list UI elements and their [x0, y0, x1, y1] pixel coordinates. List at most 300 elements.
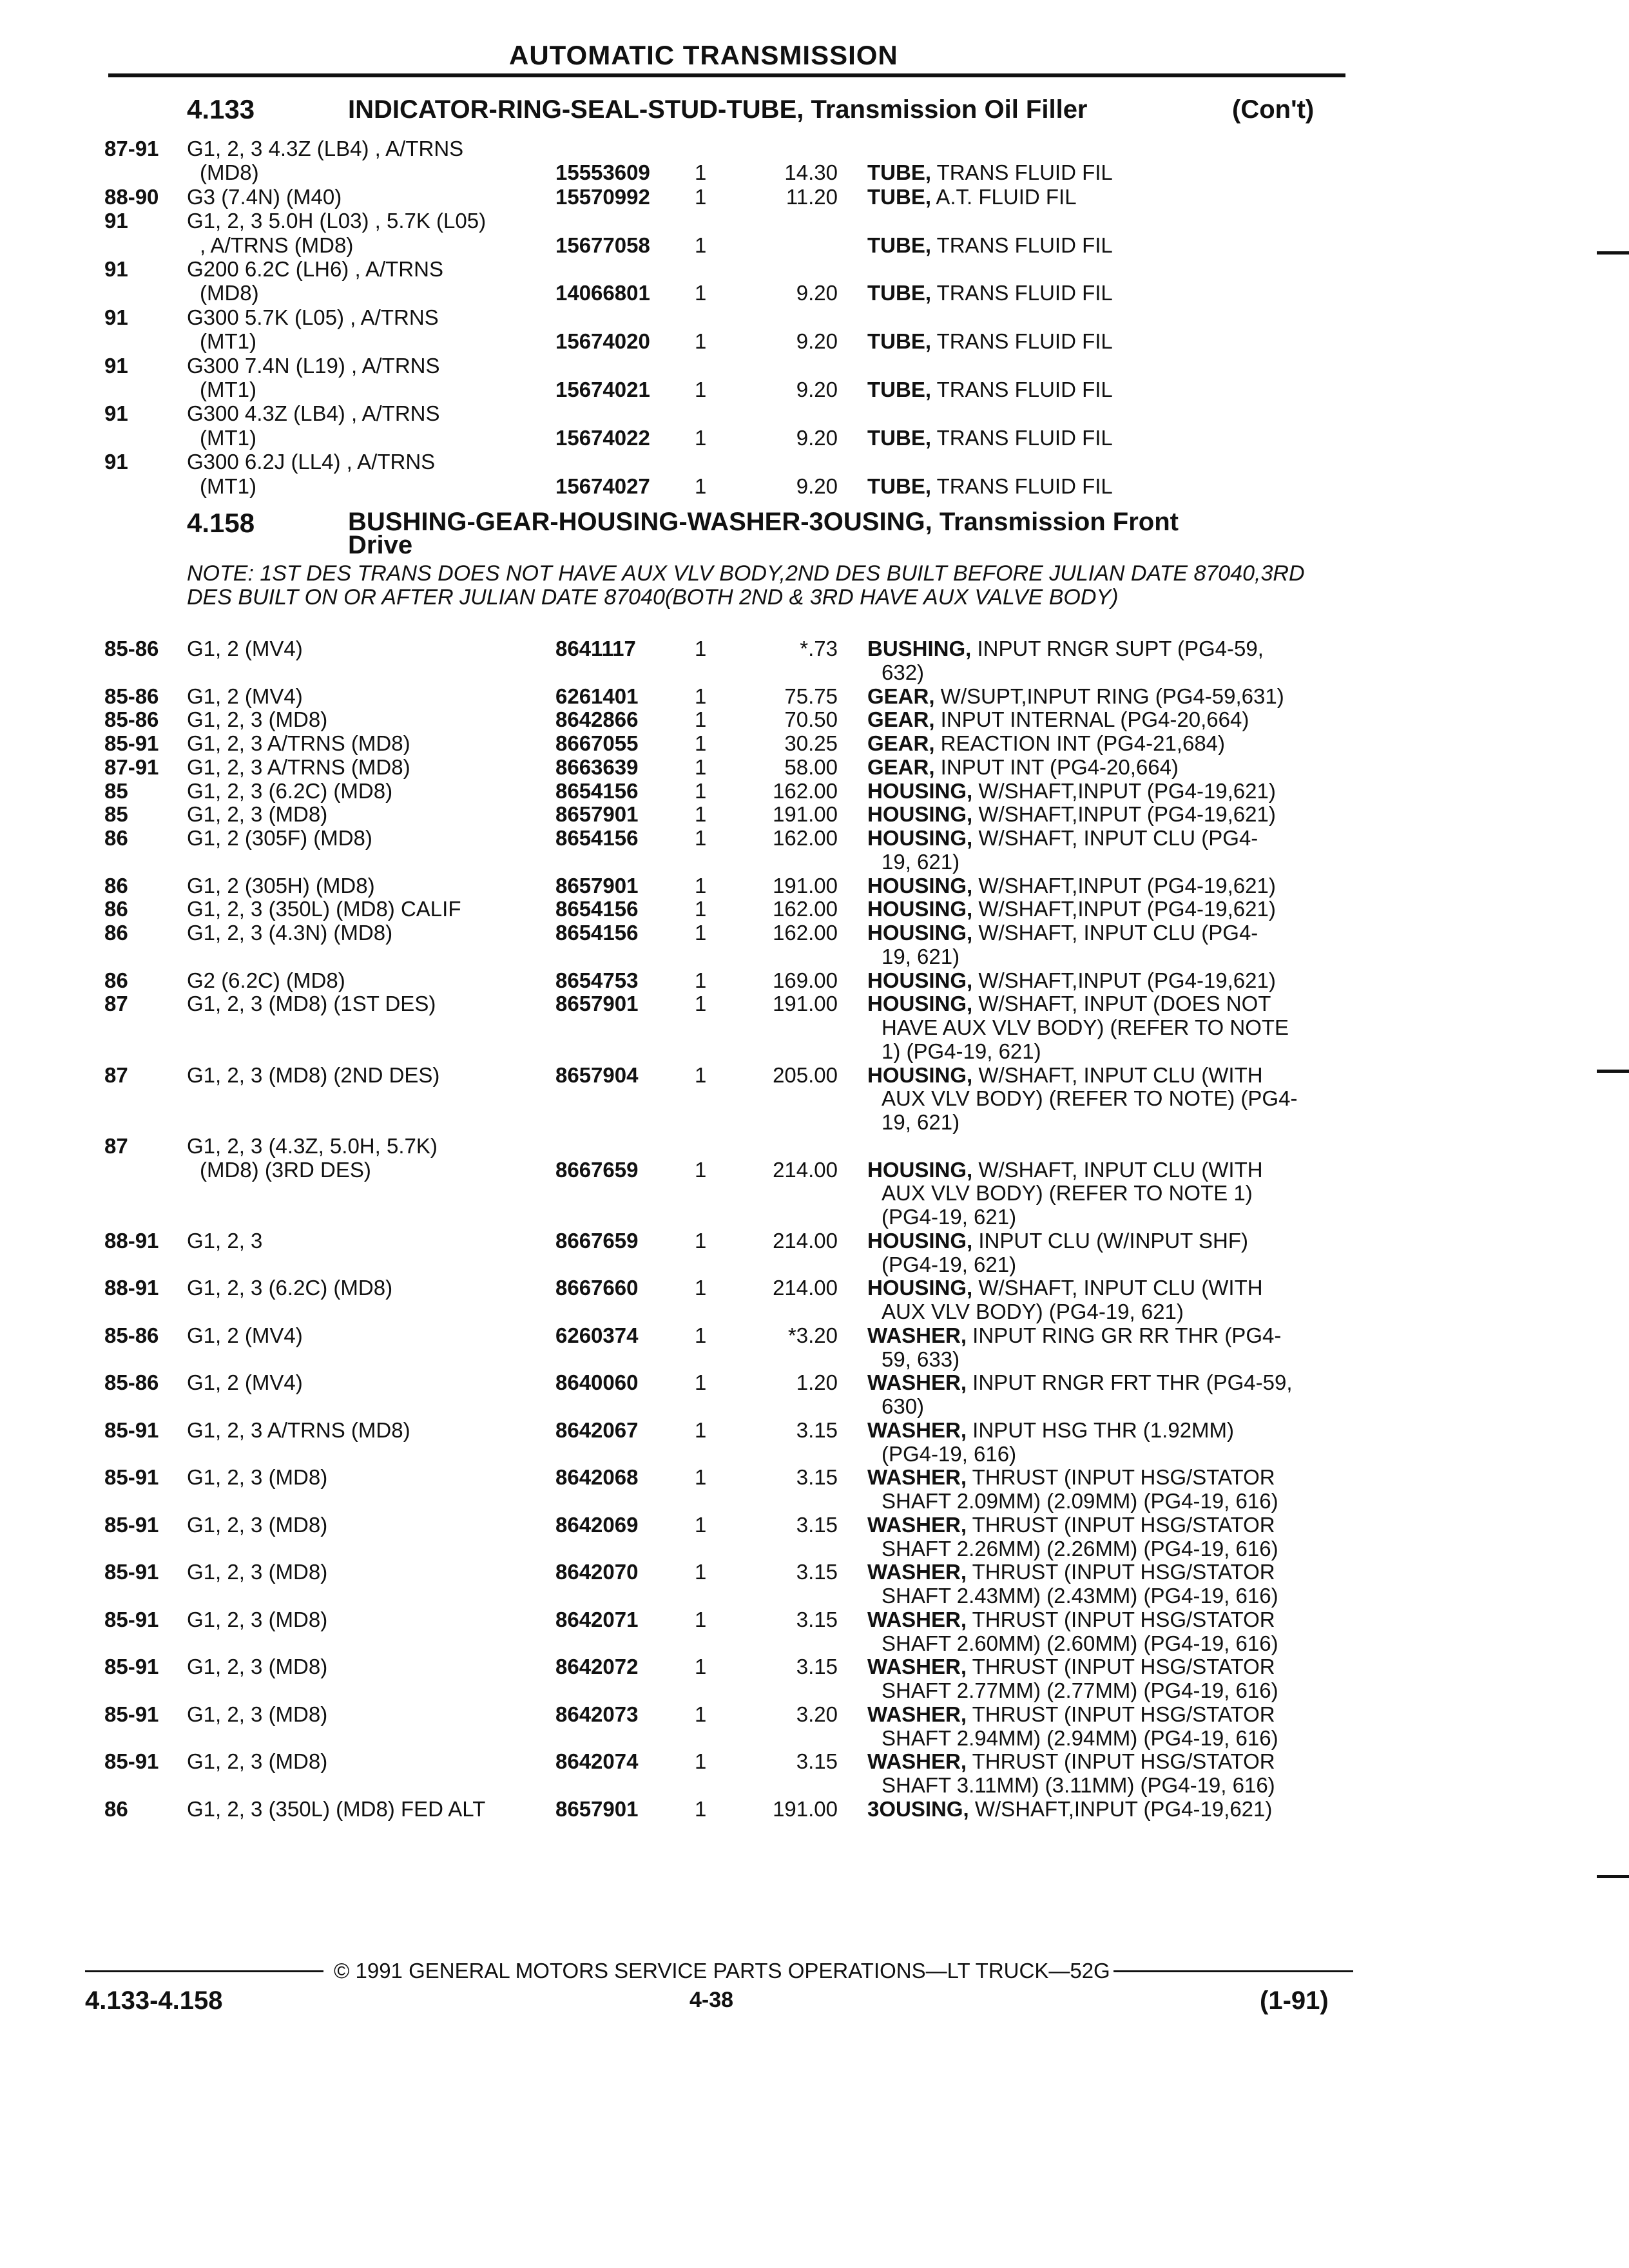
year-cell: 85 [104, 778, 128, 803]
part-number-cell: 8667659 [555, 1228, 639, 1253]
part-number-cell: 15674020 [555, 329, 650, 354]
description-cell [867, 921, 1258, 945]
qty-cell: 1 [695, 1607, 707, 1631]
description-cell [867, 874, 1276, 898]
year-cell: 85-91 [104, 1749, 159, 1774]
price-cell: 1.20 [796, 1370, 838, 1395]
table-row [0, 660, 1629, 686]
qty-cell: 1 [695, 897, 707, 921]
year-cell: 91 [104, 257, 128, 281]
description-cell: (PG4-19, 616) [882, 1441, 1017, 1466]
table-row [0, 731, 1629, 757]
table-row [0, 1749, 1629, 1775]
description-keyword: WASHER, [867, 1702, 967, 1726]
table-row [0, 1394, 1629, 1420]
description-text: W/SHAFT, INPUT (DOES NOT [972, 992, 1271, 1016]
table-row [0, 1465, 1629, 1491]
table-row [0, 802, 1629, 828]
description-text: TRANS FLUID FIL [931, 160, 1113, 185]
qty-cell: 1 [695, 873, 707, 898]
part-number-cell: 6260374 [555, 1323, 639, 1347]
table-row [0, 1086, 1629, 1112]
part-number-cell: 15674021 [555, 378, 650, 401]
description-keyword: TUBE, [867, 160, 931, 185]
description-text: INPUT HSG THR (1.92MM) [967, 1418, 1235, 1442]
price-cell: *3.20 [787, 1323, 838, 1347]
year-cell: 87-91 [104, 754, 159, 779]
table-row [0, 637, 1629, 662]
application-cell: G2 (6.2C) (MD8) [187, 968, 345, 992]
price-cell: 214.00 [773, 1276, 838, 1300]
table-row [0, 826, 1629, 852]
qty-cell: 1 [695, 1465, 707, 1490]
page-number: 4-38 [689, 1988, 734, 2012]
description-text: A.T. FLUID FIL [931, 184, 1077, 209]
price-cell: 169.00 [773, 968, 838, 992]
price-cell: 205.00 [773, 1062, 838, 1087]
description-cell [867, 731, 1225, 756]
qty-cell: 1 [695, 731, 707, 755]
part-number-cell: 8642069 [555, 1512, 639, 1537]
description-cell [867, 684, 1284, 709]
application-cell: (MD8) (3RD DES) [200, 1157, 371, 1182]
part-number-cell: 8657901 [555, 1796, 639, 1821]
price-cell: 9.20 [796, 474, 838, 498]
description-text: W/SUPT,INPUT RING (PG4-59,631) [934, 684, 1284, 708]
price-cell: 162.00 [773, 826, 838, 850]
description-text: TRANS FLUID FIL [931, 281, 1113, 305]
description-cell [867, 707, 1249, 732]
page-title: AUTOMATIC TRANSMISSION [509, 40, 898, 70]
application-cell: G1, 2, 3 5.0H (L03) , 5.7K (L05) [187, 209, 487, 233]
year-cell: 86 [104, 1796, 128, 1821]
application-cell: G1, 2, 3 (MD8) [187, 1512, 328, 1537]
application-cell: G1, 2, 3 (MD8) [187, 1607, 328, 1631]
price-cell: 3.20 [796, 1702, 838, 1726]
price-cell: 9.20 [796, 378, 838, 401]
price-cell: 162.00 [773, 897, 838, 921]
table-row [0, 160, 1629, 186]
description-cell [867, 160, 1113, 185]
year-cell: 85-86 [104, 684, 159, 708]
application-cell: G1, 2, 3 (MD8) (2ND DES) [187, 1062, 440, 1087]
description-keyword: TUBE, [867, 281, 931, 305]
table-row [0, 1181, 1629, 1207]
description-cell [867, 897, 1276, 921]
description-keyword: WASHER, [867, 1370, 967, 1395]
description-cell [867, 992, 1271, 1016]
description-text: W/SHAFT,INPUT (PG4-19,621) [972, 873, 1276, 898]
qty-cell: 1 [695, 802, 707, 827]
year-cell: 91 [104, 209, 128, 233]
description-keyword: WASHER, [867, 1749, 967, 1774]
description-cell [867, 1370, 1293, 1395]
table-row [0, 1276, 1629, 1302]
year-cell: 91 [104, 305, 128, 329]
year-cell: 85-91 [104, 1655, 159, 1679]
part-number-cell: 15570992 [555, 184, 650, 209]
part-number-cell: 8640060 [555, 1370, 639, 1395]
table-row [0, 1655, 1629, 1680]
description-cell [867, 329, 1113, 354]
price-cell: 3.15 [796, 1512, 838, 1537]
year-cell: 85-91 [104, 1702, 159, 1726]
application-cell: G1, 2 (MV4) [187, 1370, 303, 1395]
description-cell [867, 1465, 1275, 1490]
table-row [0, 1205, 1629, 1231]
qty-cell: 1 [695, 778, 707, 803]
table-row [0, 1584, 1629, 1610]
description-cell: SHAFT 3.11MM) (3.11MM) (PG4-19, 616) [882, 1773, 1275, 1797]
table-row [0, 137, 1629, 162]
table-row [0, 1560, 1629, 1586]
table-row [0, 474, 1629, 500]
section-note: NOTE: 1ST DES TRANS DOES NOT HAVE AUX VLV BODY,2ND DES BUILT BEFORE JULIAN DATE 87040,3RD DES BUILT ON OR AFTER JULIAN DATE 87040(BOTH 2ND & 3RD HAVE AUX VALVE BODY) [187, 561, 1305, 610]
description-text: THRUST (INPUT HSG/STATOR [967, 1607, 1275, 1631]
table-row [0, 1631, 1629, 1657]
section-title: INDICATOR-RING-SEAL-STUD-TUBE, Transmission Oil Filler [348, 95, 1088, 124]
part-number-cell: 15674022 [555, 425, 650, 450]
qty-cell: 1 [695, 425, 707, 450]
application-cell: G200 6.2C (LH6) , A/TRNS [187, 257, 443, 281]
application-cell: G1, 2, 3 (6.2C) (MD8) [187, 778, 393, 803]
qty-cell: 1 [695, 637, 707, 660]
part-number-cell: 8642074 [555, 1749, 639, 1774]
table-row [0, 354, 1629, 380]
part-number-cell: 8654156 [555, 897, 639, 921]
footer-rule-right [1113, 1970, 1353, 1972]
table-row [0, 281, 1629, 307]
description-cell [867, 826, 1258, 850]
description-cell [867, 185, 1077, 209]
description-text: W/SHAFT,INPUT (PG4-19,621) [972, 897, 1276, 921]
part-number-cell: 14066801 [555, 281, 650, 305]
price-cell: 3.15 [796, 1465, 838, 1490]
qty-cell: 1 [695, 1418, 707, 1442]
year-cell: 87 [104, 1133, 128, 1158]
application-cell: G1, 2, 3 (MD8) [187, 1560, 328, 1584]
qty-cell: 1 [695, 1062, 707, 1087]
section-continued: (Con't) [1232, 95, 1315, 124]
description-keyword: HOUSING, [867, 897, 973, 921]
table-row [0, 1442, 1629, 1468]
description-cell [867, 1276, 1263, 1300]
description-cell: AUX VLV BODY) (REFER TO NOTE 1) [882, 1181, 1253, 1206]
price-cell: 11.20 [786, 184, 838, 209]
year-cell: 86 [104, 873, 128, 898]
year-cell: 85-91 [104, 1512, 159, 1537]
description-text: W/SHAFT, INPUT CLU (PG4- [972, 826, 1258, 850]
year-cell: 85-91 [104, 1560, 159, 1584]
description-keyword: GEAR, [867, 684, 935, 708]
description-cell: 632) [882, 660, 925, 684]
year-cell: 91 [104, 450, 128, 474]
description-text: TRANS FLUID FIL [931, 474, 1113, 498]
section-range: 4.133-4.158 [85, 1986, 223, 2015]
application-cell: (MT1) [200, 329, 256, 354]
price-cell: 191.00 [773, 1796, 838, 1821]
description-text: THRUST (INPUT HSG/STATOR [967, 1560, 1275, 1584]
part-number-cell: 8657901 [555, 992, 639, 1016]
description-text: INPUT INTERNAL (PG4-20,664) [934, 707, 1249, 732]
table-row [0, 1678, 1629, 1704]
description-text: INPUT RING GR RR THR (PG4- [967, 1323, 1282, 1347]
price-cell: 70.50 [784, 707, 838, 732]
qty-cell: 1 [695, 1228, 707, 1253]
description-keyword: WASHER, [867, 1512, 967, 1537]
description-text: W/SHAFT, INPUT CLU (WITH [972, 1062, 1263, 1087]
application-cell: (MD8) [200, 281, 259, 305]
description-keyword: HOUSING, [867, 921, 973, 945]
description-cell [867, 1608, 1275, 1632]
description-keyword: GEAR, [867, 707, 935, 732]
description-cell: SHAFT 2.09MM) (2.09MM) (PG4-19, 616) [882, 1489, 1278, 1513]
table-row [0, 305, 1629, 331]
description-text: TRANS FLUID FIL [931, 329, 1113, 354]
section-number: 4.158 [187, 508, 255, 538]
table-row [0, 945, 1629, 970]
application-cell: G1, 2, 3 (MD8) [187, 1655, 328, 1679]
qty-cell: 1 [695, 233, 707, 257]
application-cell: G1, 2, 3 (MD8) [187, 1749, 328, 1774]
part-number-cell: 8642072 [555, 1655, 639, 1679]
price-cell: 14.30 [784, 160, 838, 185]
year-cell: 91 [104, 401, 128, 426]
description-cell: AUX VLV BODY) (PG4-19, 621) [882, 1300, 1184, 1323]
application-cell: G1, 2, 3 (6.2C) (MD8) [187, 1276, 393, 1300]
footer-rule-left [85, 1970, 323, 1972]
description-keyword: HOUSING, [867, 1228, 973, 1253]
description-keyword: HOUSING, [867, 968, 973, 992]
application-cell: G300 6.2J (LL4) , A/TRNS [187, 450, 436, 474]
description-keyword: TUBE, [867, 329, 931, 354]
part-number-cell: 8654156 [555, 778, 639, 803]
part-number-cell: 8663639 [555, 754, 639, 779]
table-row [0, 426, 1629, 452]
description-cell [867, 1513, 1275, 1537]
price-cell: 162.00 [773, 921, 838, 945]
application-cell: G3 (7.4N) (M40) [187, 184, 342, 209]
year-cell: 87-91 [104, 137, 159, 160]
description-cell [867, 1655, 1275, 1679]
application-cell: , A/TRNS (MD8) [200, 233, 354, 257]
price-cell: 191.00 [773, 802, 838, 827]
description-cell [867, 426, 1113, 450]
part-number-cell: 15677058 [555, 233, 650, 257]
application-cell: G1, 2, 3 A/TRNS (MD8) [187, 731, 410, 755]
application-cell: G1, 2, 3 (350L) (MD8) FED ALT [187, 1796, 486, 1821]
qty-cell: 1 [695, 1276, 707, 1300]
application-cell: G1, 2, 3 [187, 1228, 263, 1253]
qty-cell: 1 [695, 474, 707, 498]
description-cell: (PG4-19, 621) [882, 1205, 1017, 1229]
table-row [0, 1537, 1629, 1562]
table-row [0, 1158, 1629, 1184]
part-number-cell: 8642067 [555, 1418, 639, 1442]
year-cell: 85-91 [104, 1465, 159, 1490]
description-cell [867, 1229, 1248, 1253]
qty-cell: 1 [695, 754, 707, 779]
qty-cell: 1 [695, 1796, 707, 1821]
qty-cell: 1 [695, 160, 707, 185]
copyright-text: © 1991 GENERAL MOTORS SERVICE PARTS OPERATIONS—LT TRUCK—52G [334, 1959, 1110, 1983]
year-cell: 85-91 [104, 1607, 159, 1631]
table-row [0, 684, 1629, 710]
description-cell: SHAFT 2.60MM) (2.60MM) (PG4-19, 616) [882, 1631, 1278, 1655]
application-cell: G1, 2 (305F) (MD8) [187, 826, 372, 850]
description-cell [867, 779, 1276, 803]
qty-cell: 1 [695, 1702, 707, 1726]
description-keyword: HOUSING, [867, 802, 973, 827]
table-row [0, 329, 1629, 355]
description-keyword: WASHER, [867, 1323, 967, 1347]
application-cell: G1, 2, 3 A/TRNS (MD8) [187, 754, 410, 779]
part-number-cell: 8657901 [555, 802, 639, 827]
description-cell [867, 802, 1276, 827]
description-cell [867, 1797, 1272, 1821]
description-cell: SHAFT 2.77MM) (2.77MM) (PG4-19, 616) [882, 1678, 1278, 1702]
description-cell: 19, 621) [882, 1110, 960, 1134]
header-rule [108, 73, 1345, 77]
application-cell: G300 7.4N (L19) , A/TRNS [187, 353, 440, 378]
description-text: W/SHAFT, INPUT CLU (WITH [972, 1276, 1263, 1300]
qty-cell: 1 [695, 184, 707, 209]
description-keyword: HOUSING, [867, 778, 973, 803]
table-row [0, 1347, 1629, 1373]
price-cell: 9.20 [796, 329, 838, 354]
qty-cell: 1 [695, 921, 707, 945]
year-cell: 85-86 [104, 1370, 159, 1395]
table-row [0, 1015, 1629, 1041]
table-row [0, 921, 1629, 947]
table-row [0, 992, 1629, 1017]
description-cell [867, 1702, 1275, 1727]
revision-date: (1-91) [1260, 1986, 1329, 2015]
part-number-cell: 8642866 [555, 707, 639, 732]
description-text: INPUT RNGR FRT THR (PG4-59, [967, 1370, 1293, 1395]
description-cell [867, 1063, 1263, 1088]
table-row [0, 1489, 1629, 1515]
price-cell: 214.00 [773, 1157, 838, 1182]
price-cell: 3.15 [796, 1560, 838, 1584]
year-cell: 86 [104, 897, 128, 921]
application-cell: G300 4.3Z (LB4) , A/TRNS [187, 401, 440, 426]
description-cell: 19, 621) [882, 849, 960, 874]
table-row [0, 209, 1629, 235]
qty-cell: 1 [695, 1512, 707, 1537]
year-cell: 85-91 [104, 731, 159, 755]
description-keyword: HOUSING, [867, 873, 973, 898]
table-row [0, 1063, 1629, 1089]
section-title-cont: Drive [348, 531, 413, 559]
section-title: BUSHING-GEAR-HOUSING-WASHER-3OUSING, Transmission Front [348, 508, 1179, 536]
price-cell: 9.20 [796, 425, 838, 450]
description-cell [867, 1323, 1281, 1348]
table-row [0, 1110, 1629, 1136]
application-cell: (MT1) [200, 474, 256, 498]
part-number-cell: 8642071 [555, 1607, 639, 1631]
price-cell: 58.00 [784, 754, 838, 779]
part-number-cell: 15553609 [555, 160, 650, 185]
application-cell: G1, 2, 3 (MD8) [187, 707, 328, 732]
application-cell: G1, 2, 3 A/TRNS (MD8) [187, 1418, 410, 1442]
table-row [0, 1370, 1629, 1396]
description-text: THRUST (INPUT HSG/STATOR [967, 1749, 1275, 1774]
application-cell: G1, 2, 3 4.3Z (LB4) , A/TRNS [187, 137, 464, 160]
year-cell: 86 [104, 968, 128, 992]
table-row [0, 1418, 1629, 1444]
year-cell: 85-86 [104, 637, 159, 660]
table-row [0, 1797, 1629, 1823]
description-cell [867, 233, 1113, 258]
year-cell: 88-91 [104, 1228, 159, 1253]
year-cell: 85 [104, 802, 128, 827]
table-row [0, 1773, 1629, 1799]
description-text: TRANS FLUID FIL [931, 425, 1113, 450]
price-cell: 3.15 [796, 1749, 838, 1774]
price-cell: 3.15 [796, 1418, 838, 1442]
price-cell: 75.75 [784, 684, 838, 708]
description-keyword: TUBE, [867, 378, 931, 401]
year-cell: 88-90 [104, 184, 159, 209]
qty-cell: 1 [695, 707, 707, 732]
application-cell: (MD8) [200, 160, 259, 185]
part-number-cell: 8654156 [555, 826, 639, 850]
part-number-cell: 8641117 [555, 637, 636, 660]
part-number-cell: 8667055 [555, 731, 639, 755]
application-cell: G1, 2, 3 (MD8) [187, 1702, 328, 1726]
description-text: TRANS FLUID FIL [931, 233, 1113, 257]
part-number-cell: 8667659 [555, 1157, 639, 1182]
description-cell [867, 474, 1113, 499]
price-cell: 214.00 [773, 1228, 838, 1253]
description-keyword: BUSHING, [867, 637, 972, 660]
table-row [0, 874, 1629, 899]
description-text: THRUST (INPUT HSG/STATOR [967, 1702, 1275, 1726]
application-cell: G1, 2, 3 (4.3N) (MD8) [187, 921, 393, 945]
scan-mark [1597, 1875, 1629, 1878]
table-row [0, 1039, 1629, 1065]
application-cell: G1, 2, 3 (MD8) [187, 802, 328, 827]
part-number-cell: 8654753 [555, 968, 639, 992]
table-row [0, 968, 1629, 994]
description-keyword: 3OUSING, [867, 1796, 969, 1821]
description-text: REACTION INT (PG4-21,684) [934, 731, 1226, 755]
part-number-cell: 15674027 [555, 474, 650, 498]
table-row [0, 1323, 1629, 1349]
application-cell: G1, 2, 3 (4.3Z, 5.0H, 5.7K) [187, 1133, 438, 1158]
description-cell: AUX VLV BODY) (REFER TO NOTE) (PG4- [882, 1086, 1298, 1111]
description-cell: SHAFT 2.94MM) (2.94MM) (PG4-19, 616) [882, 1725, 1278, 1750]
application-cell: G1, 2 (305H) (MD8) [187, 873, 375, 898]
price-cell: 9.20 [796, 281, 838, 305]
section-number: 4.133 [187, 94, 255, 124]
table-row [0, 257, 1629, 283]
price-cell: *.73 [800, 637, 838, 660]
description-text: W/SHAFT,INPUT (PG4-19,621) [969, 1796, 1273, 1821]
description-keyword: WASHER, [867, 1655, 967, 1679]
description-keyword: HOUSING, [867, 992, 973, 1016]
part-number-cell: 8657904 [555, 1062, 639, 1087]
description-cell: 1) (PG4-19, 621) [882, 1039, 1041, 1063]
description-keyword: TUBE, [867, 425, 931, 450]
description-keyword: HOUSING, [867, 1157, 973, 1182]
description-keyword: WASHER, [867, 1560, 967, 1584]
qty-cell: 1 [695, 826, 707, 850]
year-cell: 85-86 [104, 1323, 159, 1347]
qty-cell: 1 [695, 329, 707, 354]
qty-cell: 1 [695, 1560, 707, 1584]
